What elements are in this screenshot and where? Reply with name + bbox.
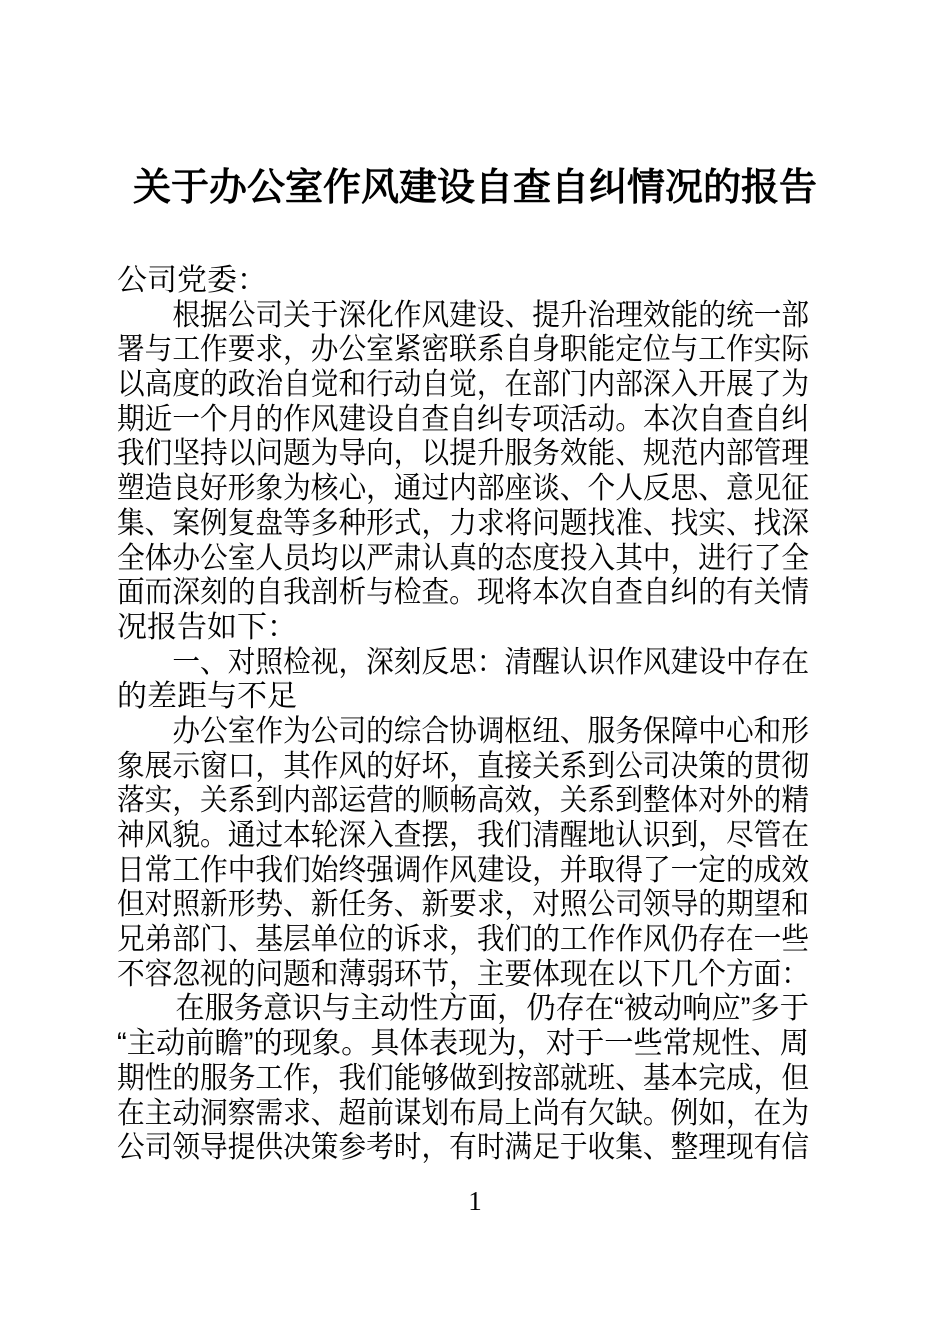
body-line: 神风貌。通过本轮深入查摆，我们清醒地认识到，尽管在	[117, 819, 809, 852]
document-body	[117, 264, 809, 1166]
body-line: 公司领导提供决策参考时，有时满足于收集、整理现有信	[117, 1131, 809, 1165]
body-line: 全体办公室人员均以严肃认真的态度投入其中，进行了全	[117, 541, 809, 575]
section-heading-line: 的差距与不足	[117, 680, 297, 714]
body-line: 集、案例复盘等多种形式，力求将问题找准、找实、找深	[117, 506, 809, 540]
body-line: 办公室作为公司的综合协调枢纽、服务保障中心和形	[117, 714, 809, 748]
body-line: 以高度的政治自觉和行动自觉，在部门内部深入开展了为	[117, 368, 809, 402]
body-line: 期近一个月的作风建设自查自纠专项活动。本次自查自纠	[117, 402, 809, 436]
body-line: “主动前瞻”的现象。具体表现为，对于一些常规性、周	[117, 1027, 809, 1061]
body-line: 但对照新形势、新任务、新要求，对照公司领导的期望和	[117, 888, 809, 922]
body-line: 兄弟部门、基层单位的诉求，我们的工作作风仍存在一些	[117, 923, 809, 957]
body-line: 期性的服务工作，我们能够做到按部就班、基本完成，但	[117, 1061, 809, 1095]
body-line: 我们坚持以问题为导向，以提升服务效能、规范内部管理	[117, 437, 809, 471]
body-line: 塑造良好形象为核心，通过内部座谈、个人反思、意见征	[117, 472, 809, 506]
page-number: 1	[468, 1186, 482, 1216]
body-line: 象展示窗口，其作风的好坏，直接关系到公司决策的贯彻	[117, 749, 809, 783]
body-line: 在服务意识与主动性方面，仍存在“被动响应”多于	[117, 992, 809, 1026]
document-title: 关于办公室作风建设自查自纠情况的报告	[132, 167, 817, 209]
body-line: 署与工作要求，办公室紧密联系自身职能定位与工作实际	[117, 333, 809, 367]
body-line: 况报告如下：	[117, 610, 297, 644]
salutation: 公司党委：	[117, 264, 267, 297]
body-line: 落实，关系到内部运营的顺畅高效，关系到整体对外的精	[117, 784, 809, 818]
body-line: 不容忽视的问题和薄弱环节，主要体现在以下几个方面：	[117, 957, 809, 991]
body-line: 根据公司关于深化作风建设、提升治理效能的统一部	[117, 298, 809, 332]
body-line: 在主动洞察需求、超前谋划布局上尚有欠缺。例如，在为	[117, 1096, 809, 1130]
section-heading-line: 一、对照检视，深刻反思：清醒认识作风建设中存在	[117, 645, 809, 679]
body-line: 日常工作中我们始终强调作风建设，并取得了一定的成效	[117, 853, 809, 887]
body-line: 面而深刻的自我剖析与检查。现将本次自查自纠的有关情	[117, 576, 809, 610]
